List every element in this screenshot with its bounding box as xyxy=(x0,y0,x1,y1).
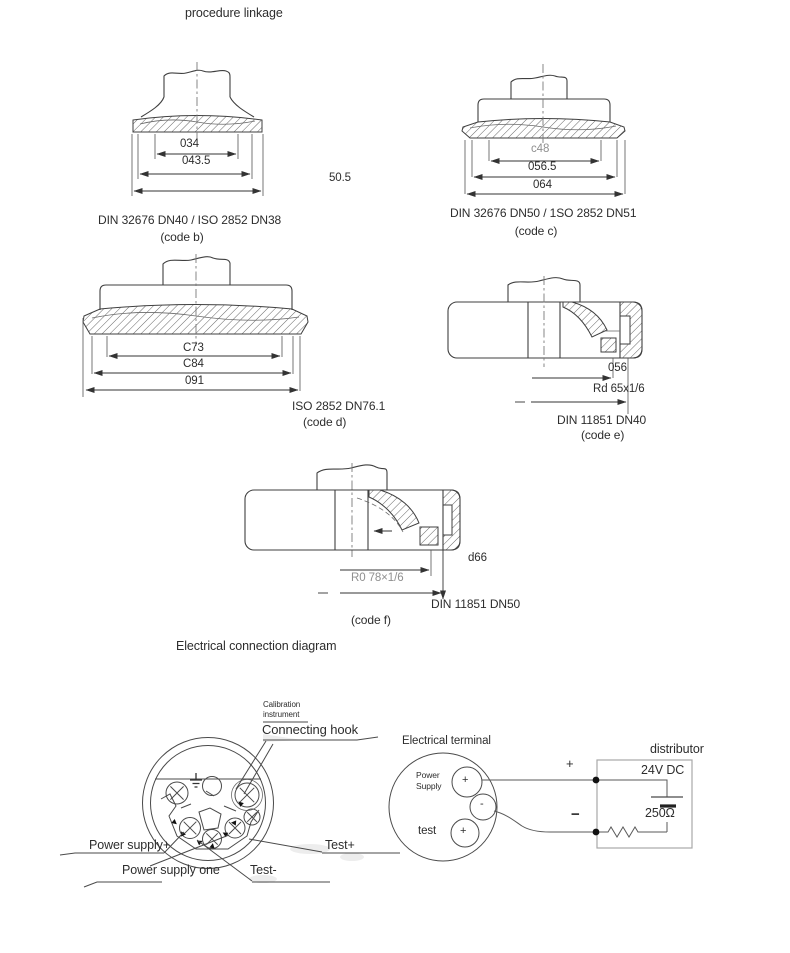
caption-code-f: DIN 11851 DN50 xyxy=(431,597,521,611)
code-e: (code e) xyxy=(581,428,625,442)
code-c: (code c) xyxy=(514,224,558,238)
leader-lines xyxy=(60,722,400,887)
dim-d-inner: C73 xyxy=(183,342,204,354)
wire-minus-sign: − xyxy=(571,806,580,823)
dim-e-thread: Rd 65x1/6 xyxy=(593,383,645,395)
power-supply-plus-label: Power supply+ xyxy=(89,838,171,852)
code-f: (code f) xyxy=(351,613,391,627)
drawing-clamp-dn50 xyxy=(462,64,625,194)
test-plus-terminal-symbol: + xyxy=(460,825,467,837)
drawing-clamp-dn40 xyxy=(132,62,263,196)
resistance-label: 250Ω xyxy=(645,806,675,820)
dim-b-mid: 043.5 xyxy=(182,155,211,167)
resistor-symbol xyxy=(596,827,667,837)
dim-d-mid: C84 xyxy=(183,358,204,370)
junction-dot-plus xyxy=(593,777,600,784)
dim-b-inner: 034 xyxy=(180,138,199,150)
dim-e-outer: 056 xyxy=(608,362,627,374)
screw-pointer-arrows xyxy=(171,800,244,849)
distributor-title: distributor xyxy=(650,742,704,756)
electrical-terminal-title: Electrical terminal xyxy=(402,735,491,747)
dim-b-height: 50.5 xyxy=(329,172,351,184)
power-supply-minus-label: Power supply one xyxy=(122,863,220,877)
caption-code-d: ISO 2852 DN76.1 xyxy=(292,399,386,413)
code-d: (code d) xyxy=(303,415,347,429)
dim-d-outer: 091 xyxy=(185,375,204,387)
dim-c-outer: 064 xyxy=(533,179,552,191)
connector-face-diagram xyxy=(60,722,400,887)
code-b: (code b) xyxy=(160,230,204,244)
dim-c-mid: 056.5 xyxy=(528,161,557,173)
calibration-instrument-label: Calibration instrument xyxy=(263,700,301,719)
voltage-label: 24V DC xyxy=(641,763,685,777)
ferrule-rim-hatched xyxy=(133,116,262,133)
plus-terminal-symbol: + xyxy=(462,774,469,786)
electrical-section-heading: Electrical connection diagram xyxy=(176,639,337,653)
junction-dot-minus xyxy=(593,829,600,836)
test-plus-label: Test+ xyxy=(325,838,355,852)
caption-code-c: DIN 32676 DN50 / 1SO 2852 DN51 xyxy=(450,206,637,220)
dim-f-thread: R0 78×1/6 xyxy=(351,572,404,584)
caption-code-b: DIN 32676 DN40 / ISO 2852 DN38 xyxy=(98,213,282,227)
dim-f-outer: d66 xyxy=(468,552,487,564)
dim-c-inner: c48 xyxy=(531,143,550,155)
connecting-hook-label: Connecting hook xyxy=(262,722,359,737)
ground-symbol-icon xyxy=(190,773,202,787)
minus-terminal-symbol: - xyxy=(480,798,484,810)
page-title: procedure linkage xyxy=(185,6,283,20)
power-supply-terminal-label: Power Supply xyxy=(416,770,442,791)
test-terminal-label: test xyxy=(418,825,437,837)
wire-plus-sign: + xyxy=(566,756,574,771)
caption-code-e: DIN 11851 DN40 xyxy=(557,413,647,427)
test-minus-label: Test- xyxy=(250,863,277,877)
